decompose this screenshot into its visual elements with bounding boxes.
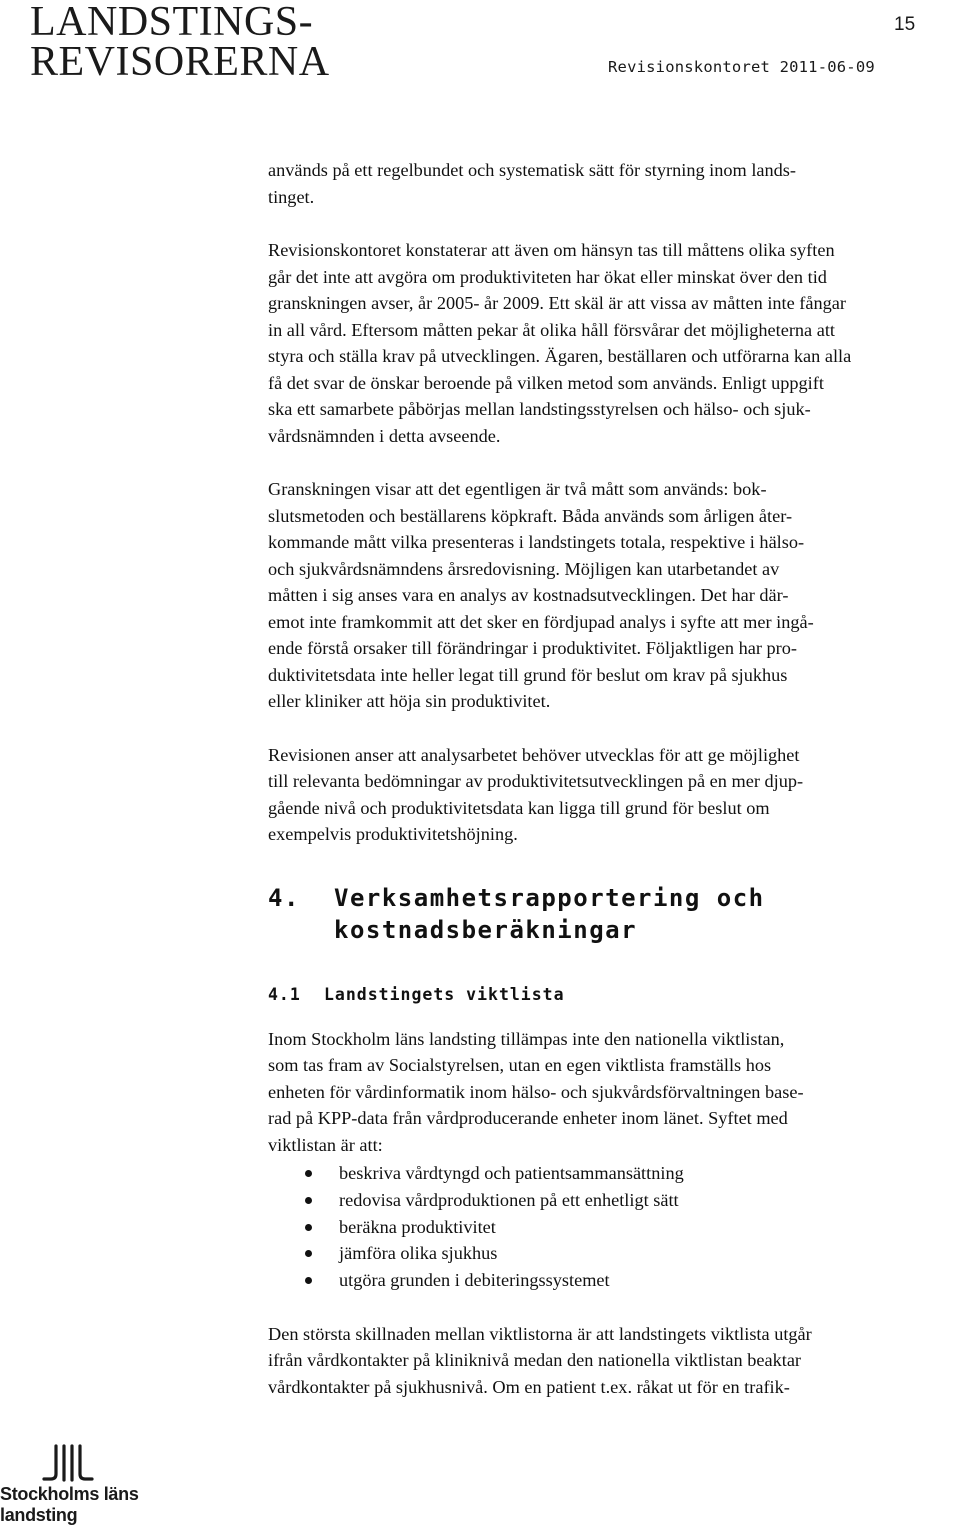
- section-number: 4.: [268, 883, 300, 912]
- paragraph-6: Den största skillnaden mellan viktlistorna är att landstingets viktlista utgår ifrån vårdkontakter på kliniknivå medan den nationella viktlistan beaktar vårdkontakter på sjukhusnivå. Om en patient t.ex. råkat ut för en trafik-: [268, 1323, 812, 1397]
- paragraph-2: Revisionskontoret konstaterar att även om hänsyn tas till måttens olika syften går det inte att avgöra om produktiviteten har ökat eller minskat över den tid granskningen avser, år 2005- år 2009. Ett skäl är att vissa av måtten inte fångar in all vård. Eftersom måtten pekar åt olika håll försvårar det möjligheterna att styra och ställa krav på utvecklingen. Ägaren, beställaren och utförarna kan alla få det svar de önskar beroende på vilken metod som används. Enligt uppgift ska ett samarbete påbörjas mellan landstingsstyrelsen och hälso- och sjuk- vårdsnämnden i detta avseende.: [268, 240, 852, 446]
- section-title: Verksamhetsrapportering och kostnadsberäkningar: [334, 883, 765, 944]
- bullet-icon: [305, 1224, 312, 1231]
- bullet-icon: [305, 1170, 312, 1177]
- subsection-title: Landstingets viktlista: [324, 984, 565, 1004]
- purpose-list: [268, 1160, 948, 1294]
- bullet-icon: [305, 1250, 312, 1257]
- section-heading: [268, 882, 948, 946]
- list-item-text: utgöra grunden i debiteringssystemet: [339, 1270, 610, 1291]
- list-item: [268, 1214, 948, 1241]
- list-item: [268, 1267, 948, 1294]
- org-name: [0, 1484, 139, 1526]
- landstingsrevisorerna-logo: [30, 0, 330, 85]
- paragraph-4: Revisionen anser att analysarbetet behöver utvecklas för att ge möjlighet till relevanta bedömningar av produktivitetsutvecklingen på en mer djup- gående nivå och produktivitetsdata kan ligga till grund för beslut om exempelvis produktivitetshöjning.: [268, 744, 804, 844]
- list-item-text: jämföra olika sjukhus: [339, 1243, 498, 1264]
- org-name-line-1: Stockholms läns: [0, 1484, 139, 1504]
- org-name-line-2: landsting: [0, 1505, 78, 1525]
- bullet-icon: [305, 1197, 312, 1204]
- page-content: [268, 157, 948, 1427]
- paragraph-1: används på ett regelbundet och systematisk sätt för styrning inom lands- tinget.: [268, 160, 797, 207]
- list-item: [268, 1240, 948, 1267]
- paragraph-3: Granskningen visar att det egentligen är två mått som används: bok- slutsmetoden och beställarens köpkraft. Båda används som årligen åter- kommande mått vilka presenteras i landstingets totala, respektive i hälso- och sjukvårdsnämndens årsredovisning. Möjligen kan utarbetandet av måtten i sig anses vara en analys av kostnadsutvecklingen. Det har där- emot inte framkommit att det sker en fördjupad analys i syfte att mer ingå- ende förstå orsaker till förändringar i produktivitet. Följaktligen har pro- duktivitetsdata inte heller legat till grund för beslut om krav på sjukhus eller kliniker att höja sin produktivitet.: [268, 479, 814, 711]
- subsection-heading: [268, 984, 948, 1006]
- list-item-text: beräkna produktivitet: [339, 1216, 496, 1237]
- list-item-text: redovisa vårdproduktionen på ett enhetligt sätt: [339, 1189, 679, 1210]
- subsection-number: 4.1: [268, 984, 301, 1004]
- bullet-icon: [305, 1277, 312, 1284]
- list-item: [268, 1160, 948, 1187]
- header-date-line: Revisionskontoret 2011-06-09: [608, 58, 875, 76]
- paragraph-5: Inom Stockholm läns landsting tillämpas inte den nationella viktlistan, som tas fram av Socialstyrelsen, utan en egen viktlista framställs hos enheten för vårdinformatik inom hälso- och sjukvårdsförvaltningen base- rad på KPP-data från vårdproducerande enheter inom länet. Syftet med viktlistan är att:: [268, 1028, 804, 1155]
- logo-line-1: LANDSTINGS-: [30, 0, 314, 45]
- sll-crown-icon: [40, 1444, 100, 1484]
- logo-line-2: REVISORERNA: [30, 39, 330, 85]
- list-item-text: beskriva vårdtyngd och patientsammansättning: [339, 1163, 684, 1183]
- page-number: 15: [894, 14, 916, 35]
- list-item: [268, 1187, 948, 1214]
- stockholms-lans-landsting-logo: [0, 1444, 150, 1528]
